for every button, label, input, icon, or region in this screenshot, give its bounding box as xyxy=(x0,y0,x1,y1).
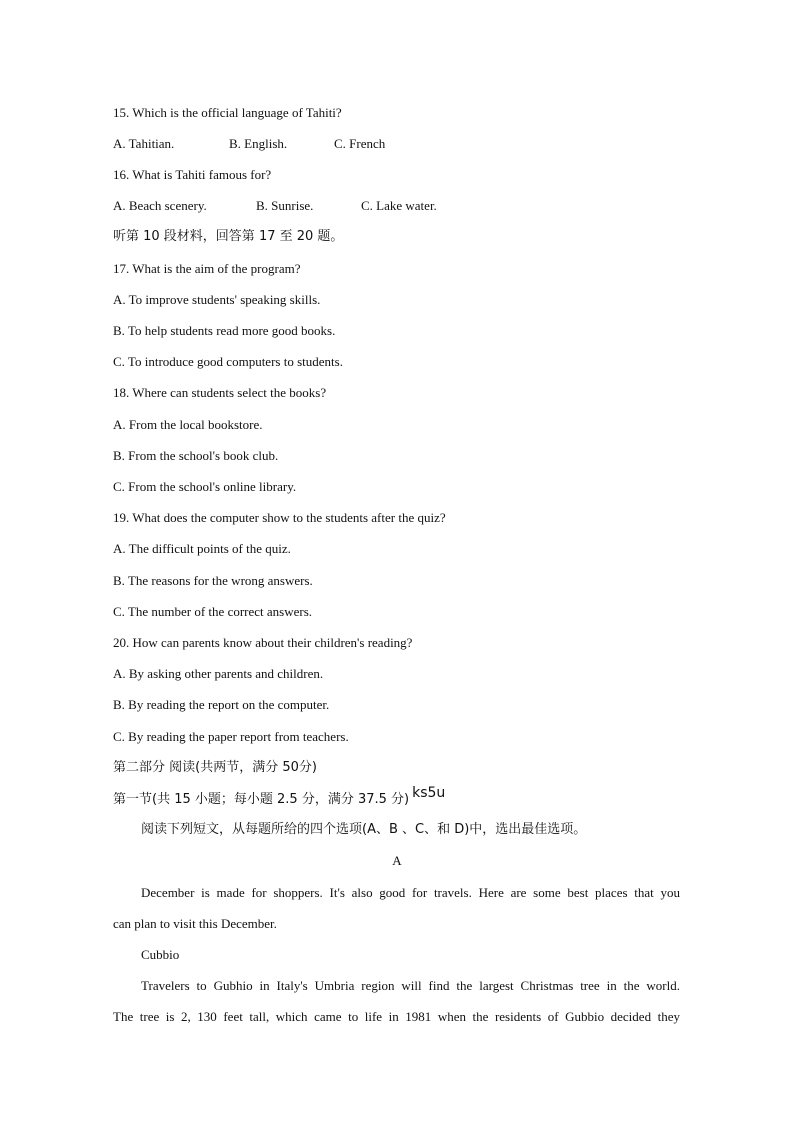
paragraph-line-2: The tree is 2, 130 feet tall, which came to life in 1981 when the residents of Gubbio decided they xyxy=(113,1009,680,1024)
q19-option-b: B. The reasons for the wrong answers. xyxy=(113,573,313,588)
question-17: 17. What is the aim of the program? xyxy=(113,261,301,276)
section-one-title xyxy=(113,785,446,808)
section-one-title-text: 第一节(共 15 小题；每小题 2.5 分，满分 37.5 分) xyxy=(113,792,410,807)
part-two-title: 第二部分 阅读(共两节，满分 50分) xyxy=(113,760,317,775)
q16-option-b: B. Sunrise. xyxy=(256,198,314,213)
q15-option-b: B. English. xyxy=(229,136,288,151)
paragraph-line-1: Travelers to Gubhio in Italy's Umbria region will find the largest Christmas tree in the world. xyxy=(141,978,680,993)
q18-option-b: B. From the school's book club. xyxy=(113,448,279,463)
question-16-options xyxy=(113,198,713,214)
intro-line-2: can plan to visit this December. xyxy=(113,916,277,931)
q15-option-c: C. French xyxy=(334,136,386,151)
q20-option-c: C. By reading the paper report from teachers. xyxy=(113,729,349,744)
question-20: 20. How can parents know about their children's reading? xyxy=(113,635,413,650)
passage-label: A xyxy=(392,853,402,868)
q18-option-a: A. From the local bookstore. xyxy=(113,417,263,432)
q17-option-a: A. To improve students' speaking skills. xyxy=(113,292,321,307)
section-heading: Cubbio xyxy=(141,947,180,962)
q17-option-c: C. To introduce good computers to students. xyxy=(113,354,343,369)
q17-option-b: B. To help students read more good books. xyxy=(113,323,336,338)
reading-instruction: 阅读下列短文，从每题所给的四个选项(A、B 、C、和 D)中，选出最佳选项。 xyxy=(141,822,587,837)
section-10-instruction: 听第 10 段材料，回答第 17 至 20 题。 xyxy=(113,229,344,244)
q15-option-a: A. Tahitian. xyxy=(113,136,175,151)
q19-option-a: A. The difficult points of the quiz. xyxy=(113,541,291,556)
intro-line-1: December is made for shoppers. It's also good for travels. Here are some best places that you xyxy=(141,885,680,900)
question-15: 15. Which is the official language of Tahiti? xyxy=(113,105,342,120)
q18-option-c: C. From the school's online library. xyxy=(113,479,297,494)
q20-option-a: A. By asking other parents and children. xyxy=(113,666,324,681)
q20-option-b: B. By reading the report on the computer. xyxy=(113,697,330,712)
q16-option-c: C. Lake water. xyxy=(361,198,437,213)
question-18: 18. Where can students select the books? xyxy=(113,385,327,400)
watermark-mark: ks5u xyxy=(412,785,446,801)
question-16: 16. What is Tahiti famous for? xyxy=(113,167,272,182)
question-19: 19. What does the computer show to the students after the quiz? xyxy=(113,510,446,525)
q16-option-a: A. Beach scenery. xyxy=(113,198,207,213)
question-15-options xyxy=(113,136,713,152)
q19-option-c: C. The number of the correct answers. xyxy=(113,604,313,619)
